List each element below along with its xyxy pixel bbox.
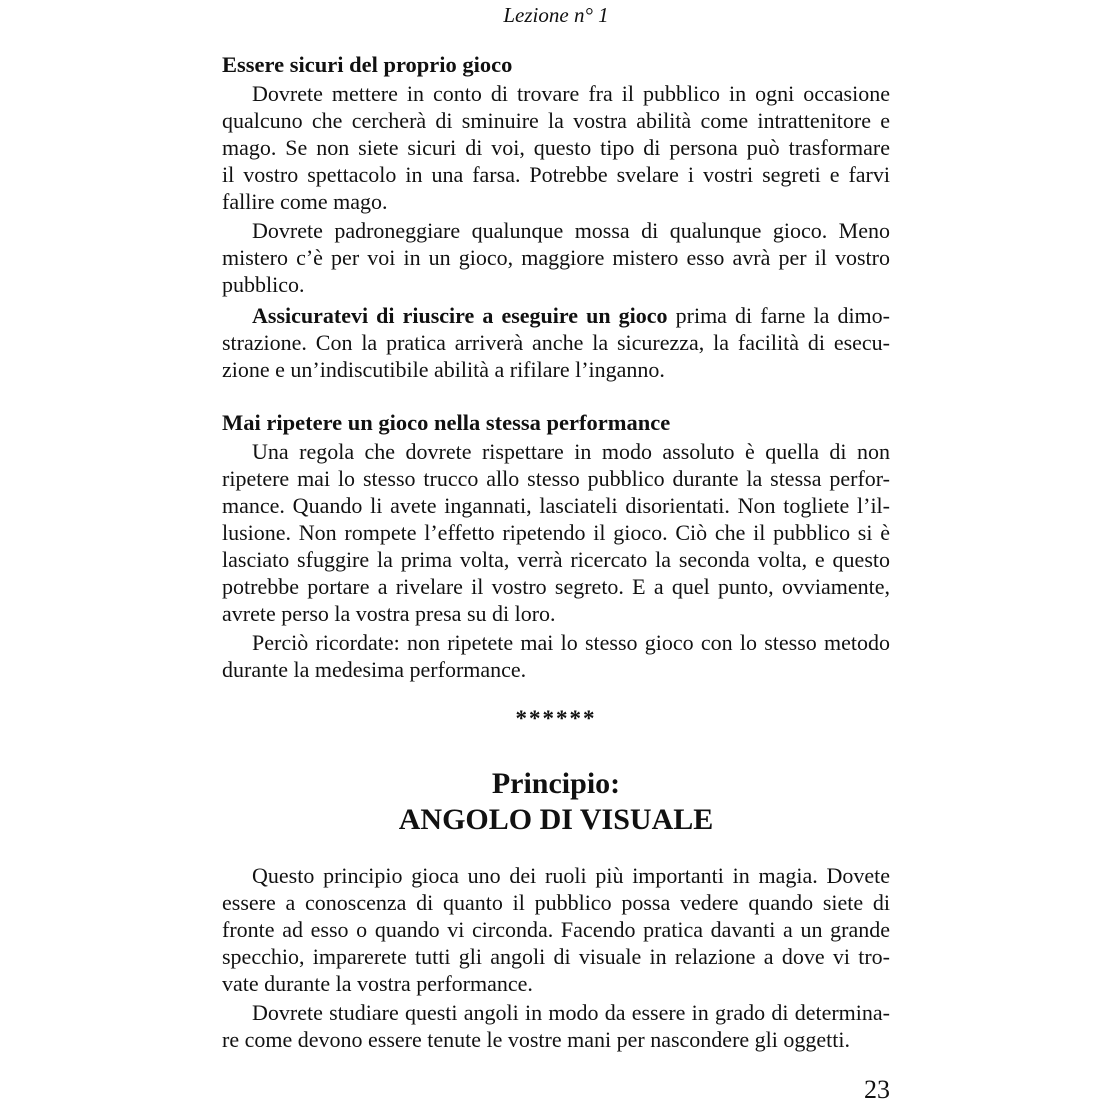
paragraph — [222, 629, 890, 683]
text-line: vate durante la vostra performance. — [222, 971, 533, 996]
text-line: Dovrete mettere in conto di trovare fra il pubblico in ogni occasione — [252, 81, 890, 106]
section-heading: Essere sicuri del proprio gioco — [222, 52, 513, 77]
separator-stars: ****** — [515, 706, 597, 731]
page-body — [222, 51, 890, 1053]
text-line: fallire come mago. — [222, 189, 388, 214]
text-line: avrete perso la vostra presa su di loro. — [222, 601, 556, 626]
text-line: essere a conoscenza di quanto il pubblico possa vedere quando siete di — [222, 890, 890, 915]
text-line: strazione. Con la pratica arriverà anche la sicurezza, la facilità di esecu- — [222, 330, 890, 355]
text-line: lasciato sfuggire la prima volta, verrà ricercato la seconda volta, e questo — [222, 547, 890, 572]
text-line: Perciò ricordate: non ripetete mai lo stesso gioco con lo stesso metodo — [252, 630, 890, 655]
text-line: durante la medesima performance. — [222, 657, 527, 682]
text-line: Dovrete studiare questi angoli in modo da essere in grado di determina- — [252, 1000, 890, 1025]
text-line: lusione. Non rompete l’effetto ripetendo il gioco. Ciò che il pubblico si è — [222, 520, 890, 545]
bold-text: Assicuratevi di riuscire a eseguire un gioco — [252, 303, 668, 328]
text-line — [222, 302, 890, 329]
running-header: Lezione n° 1 — [503, 3, 609, 27]
text-line: mistero c’è per voi in un gioco, maggiore mistero esso avrà per il vostro — [222, 245, 890, 270]
text-line: zione e un’indiscutibile abilità a rifilare l’inganno. — [222, 357, 665, 382]
paragraph — [222, 862, 890, 997]
plain-text: prima di farne la dimo- — [667, 303, 890, 328]
paragraph — [222, 999, 890, 1053]
paragraph — [222, 438, 890, 627]
text-line: re come devono essere tenute le vostre mani per nascondere gli oggetti. — [222, 1027, 850, 1052]
text-line: qualcuno che cercherà di sminuire la vostra abilità come intrattenitore e — [222, 108, 890, 133]
page-number: 23 — [864, 1075, 890, 1104]
paragraph — [222, 302, 890, 383]
text-line: mago. Se non siete sicuri di voi, questo tipo di persona può trasformare — [222, 135, 890, 160]
chapter-title-line: Principio: — [491, 767, 621, 800]
paragraph — [222, 217, 890, 298]
chapter-title-line: ANGOLO DI VISUALE — [398, 803, 714, 836]
chapter-title — [222, 766, 890, 838]
text-line: fronte ad esso o quando vi circonda. Facendo pratica davanti a un grande — [222, 917, 890, 942]
text-line: Una regola che dovrete rispettare in modo assoluto è quella di non — [252, 439, 890, 464]
paragraph — [222, 80, 890, 215]
text-line: Questo principio gioca uno dei ruoli più importanti in magia. Dovete — [252, 863, 890, 888]
text-line: mance. Quando li avete ingannati, lasciateli disorientati. Non togliete l’il- — [222, 493, 890, 518]
text-line: potrebbe portare a rivelare il vostro segreto. E a quel punto, ovviamente, — [222, 574, 890, 599]
text-line: Dovrete padroneggiare qualunque mossa di qualunque gioco. Meno — [252, 218, 890, 243]
text-block — [222, 0, 890, 1105]
text-line: ripetere mai lo stesso trucco allo stesso pubblico durante la stessa perfor- — [222, 466, 890, 491]
text-line: il vostro spettacolo in una farsa. Potrebbe svelare i vostri segreti e farvi — [222, 162, 890, 187]
text-line: pubblico. — [222, 272, 305, 297]
section-heading: Mai ripetere un gioco nella stessa performance — [222, 410, 671, 435]
text-line: specchio, imparerete tutti gli angoli di visuale in relazione a dove vi tro- — [222, 944, 890, 969]
